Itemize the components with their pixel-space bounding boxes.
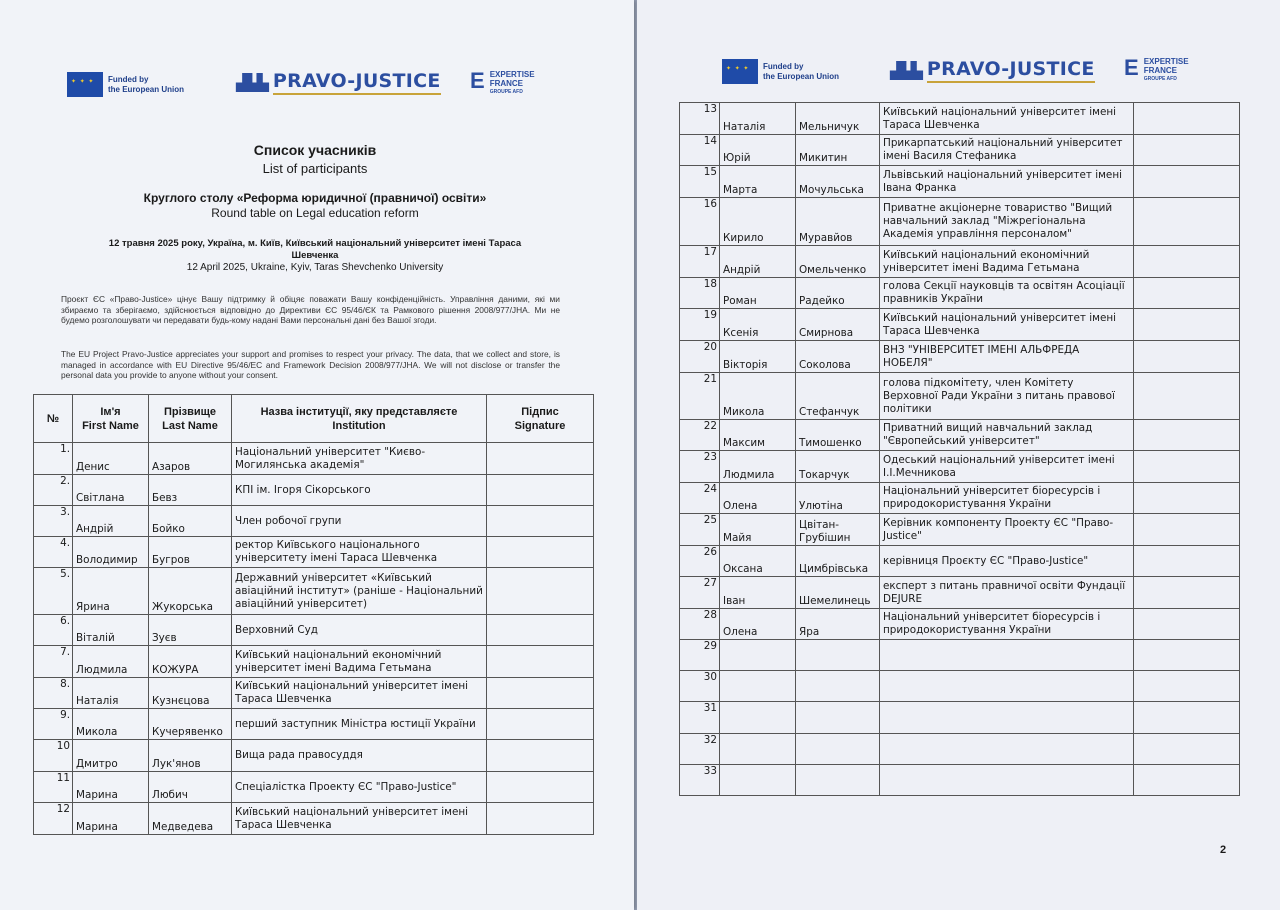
table-row <box>680 702 1240 734</box>
institution-cell: Київський національний університет імені Тараса Шевченка <box>232 803 487 835</box>
institution-cell: перший заступник Міністра юстиції України <box>232 709 487 740</box>
event-place-uk-line1: 12 травня 2025 року, Україна, м. Київ, Київський національний університет імені Тараса <box>108 238 522 249</box>
row-number: 7. <box>34 646 73 678</box>
institution-cell: керівниця Проєкту ЄС "Право-Justice" <box>880 546 1134 577</box>
table-row <box>680 278 1240 309</box>
last-name-cell: Шемелинець <box>796 577 880 609</box>
col-header-signature: Підпис Signature <box>487 395 594 443</box>
institution-cell: Національний університет біоресурсів і природокористування України <box>880 609 1134 640</box>
table-row <box>680 483 1240 514</box>
eu-logo-line1: Funded by <box>108 74 149 84</box>
event-place-en: 12 April 2025, Ukraine, Kyiv, Taras Shevchenko University <box>186 262 444 273</box>
document-page-2 <box>637 0 1280 910</box>
pravo-justice-building-icon: ▟▙▙ <box>236 74 267 92</box>
institution-cell: Приватне акціонерне товариство "Вищий навчальний заклад "Міжрегіональна Академія управління персоналом" <box>880 198 1134 246</box>
table-row <box>680 309 1240 341</box>
first-name-cell: Ксенія <box>720 309 796 341</box>
institution-cell: Член робочої групи <box>232 506 487 537</box>
signature-cell[interactable] <box>1134 640 1240 671</box>
first-name-cell: Світлана <box>73 475 149 506</box>
signature-cell[interactable] <box>487 678 594 709</box>
first-name-cell <box>720 640 796 671</box>
institution-cell: ректор Київського національного університету імені Тараса Шевченка <box>232 537 487 568</box>
first-name-cell: Вікторія <box>720 341 796 373</box>
row-number: 28 <box>680 609 720 640</box>
last-name-cell: Мочульська <box>796 166 880 198</box>
institution-cell: Керівник компоненту Проекту ЄС "Право-Justice" <box>880 514 1134 546</box>
table-row <box>34 615 594 646</box>
signature-cell[interactable] <box>1134 246 1240 278</box>
institution-cell: експерт з питань правничої освіти Фундації DEJURE <box>880 577 1134 609</box>
last-name-cell: Соколова <box>796 341 880 373</box>
signature-cell[interactable] <box>1134 198 1240 246</box>
row-number: 29 <box>680 640 720 671</box>
last-name-cell: Омельченко <box>796 246 880 278</box>
row-number: 18 <box>680 278 720 309</box>
signature-cell[interactable] <box>487 443 594 475</box>
table-row <box>680 451 1240 483</box>
last-name-cell: Бойко <box>149 506 232 537</box>
row-number: 26 <box>680 546 720 577</box>
signature-cell[interactable] <box>1134 451 1240 483</box>
eu-flag-icon <box>67 72 103 97</box>
col-header-institution: Назва інституції, яку представляєте Institution <box>232 395 487 443</box>
table-row <box>680 373 1240 420</box>
row-number: 3. <box>34 506 73 537</box>
signature-cell[interactable] <box>487 772 594 803</box>
first-name-cell: Андрій <box>720 246 796 278</box>
institution-cell: Київський національний економічний університет імені Вадима Гетьмана <box>232 646 487 678</box>
institution-cell: ВНЗ "УНІВЕРСИТЕТ ІМЕНІ АЛЬФРЕДА НОБЕЛЯ" <box>880 341 1134 373</box>
row-number: 27 <box>680 577 720 609</box>
first-name-cell: Людмила <box>720 451 796 483</box>
row-number: 23 <box>680 451 720 483</box>
table-row <box>680 420 1240 451</box>
last-name-cell: Яра <box>796 609 880 640</box>
table-row <box>680 166 1240 198</box>
signature-cell[interactable] <box>487 803 594 835</box>
institution-cell <box>880 671 1134 702</box>
last-name-cell: Мельничук <box>796 103 880 135</box>
row-number: 13 <box>680 103 720 135</box>
table-row <box>34 772 594 803</box>
signature-cell[interactable] <box>1134 671 1240 702</box>
page-number: 2 <box>1220 844 1227 856</box>
last-name-cell: Жукорська <box>149 568 232 615</box>
table-row <box>34 740 594 772</box>
signature-cell[interactable] <box>487 506 594 537</box>
row-number: 21 <box>680 373 720 420</box>
first-name-cell <box>720 765 796 796</box>
row-number: 9. <box>34 709 73 740</box>
last-name-cell: Цимбрівська <box>796 546 880 577</box>
first-name-cell: Марина <box>73 772 149 803</box>
institution-cell: Державний університет «Київський авіаційний інститут» (раніше - Національний авіаційний університет) <box>232 568 487 615</box>
row-number: 8. <box>34 678 73 709</box>
first-name-cell <box>720 671 796 702</box>
last-name-cell <box>796 671 880 702</box>
row-number: 14 <box>680 135 720 166</box>
expertise-france-logo <box>1124 57 1189 84</box>
table-row <box>680 577 1240 609</box>
eu-flag-icon <box>722 59 758 84</box>
last-name-cell: КОЖУРА <box>149 646 232 678</box>
first-name-cell: Оксана <box>720 546 796 577</box>
institution-cell: Київський національний університет імені Тараса Шевченка <box>880 309 1134 341</box>
first-name-cell: Олена <box>720 609 796 640</box>
col-header-first-name: Ім'я First Name <box>73 395 149 443</box>
first-name-cell: Наталія <box>73 678 149 709</box>
pravo-justice-logo <box>236 70 441 95</box>
row-number: 4. <box>34 537 73 568</box>
signature-cell[interactable] <box>1134 577 1240 609</box>
first-name-cell: Роман <box>720 278 796 309</box>
institution-cell <box>880 640 1134 671</box>
row-number: 20 <box>680 341 720 373</box>
institution-cell: Одеський національний університет імені І.І.Мечникова <box>880 451 1134 483</box>
first-name-cell: Людмила <box>73 646 149 678</box>
first-name-cell: Олена <box>720 483 796 514</box>
signature-cell[interactable] <box>1134 166 1240 198</box>
table-row <box>680 765 1240 796</box>
table-row <box>680 671 1240 702</box>
first-name-cell: Марта <box>720 166 796 198</box>
signature-cell[interactable] <box>1134 135 1240 166</box>
event-place-uk-line2: Шевченка <box>291 250 339 261</box>
institution-cell: Приватний вищий навчальний заклад "Європейський університет" <box>880 420 1134 451</box>
pravo-justice-building-icon: ▟▙▙ <box>890 62 921 80</box>
table-row <box>34 646 594 678</box>
row-number: 32 <box>680 734 720 765</box>
first-name-cell: Денис <box>73 443 149 475</box>
last-name-cell <box>796 702 880 734</box>
signature-cell[interactable] <box>487 475 594 506</box>
table-row <box>680 734 1240 765</box>
last-name-cell: Кучерявенко <box>149 709 232 740</box>
institution-cell: Вища рада правосуддя <box>232 740 487 772</box>
ef-line3: GROUPE AFD <box>1143 76 1177 82</box>
institution-cell: КПІ ім. Ігоря Сікорського <box>232 475 487 506</box>
first-name-cell: Майя <box>720 514 796 546</box>
expertise-france-logo <box>470 70 535 97</box>
table-row <box>680 546 1240 577</box>
privacy-notice-uk: Проєкт ЄС «Право-Justice» цінує Вашу підтримку й обіцяє поважати Вашу конфіденційність. Управління даними, які ми збираємо та зберігаємо, здійснюється відповідно до Директиви ЄС 95/46/ЄК та Рамкового рішення 2008/977/JHA. Ми не будемо розголошувати чи передавати будь-кому надані Вами персональні дані без Вашої згоди. <box>61 294 560 325</box>
signature-cell[interactable] <box>1134 609 1240 640</box>
last-name-cell <box>796 734 880 765</box>
row-number: 1. <box>34 443 73 475</box>
signature-cell[interactable] <box>1134 546 1240 577</box>
institution-cell: Київський національний університет імені Тараса Шевченка <box>232 678 487 709</box>
col-header-number: № <box>34 395 73 443</box>
row-number: 24 <box>680 483 720 514</box>
row-number: 10 <box>34 740 73 772</box>
table-row <box>34 678 594 709</box>
last-name-cell: Стефанчук <box>796 373 880 420</box>
signature-cell[interactable] <box>487 740 594 772</box>
last-name-cell: Любич <box>149 772 232 803</box>
last-name-cell: Токарчук <box>796 451 880 483</box>
last-name-cell: Азаров <box>149 443 232 475</box>
table-row <box>680 135 1240 166</box>
institution-cell: Верховний Суд <box>232 615 487 646</box>
institution-cell: Прикарпатський національний університет імені Василя Стефаника <box>880 135 1134 166</box>
signature-cell[interactable] <box>487 646 594 678</box>
table-row <box>34 803 594 835</box>
last-name-cell: Цвітан-Грубішин <box>796 514 880 546</box>
last-name-cell: Смирнова <box>796 309 880 341</box>
row-number: 15 <box>680 166 720 198</box>
signature-cell[interactable] <box>487 537 594 568</box>
ef-line1: EXPERTISE <box>1143 57 1189 66</box>
institution-cell: Львівський національний університет імені Івана Франка <box>880 166 1134 198</box>
signature-cell[interactable] <box>1134 278 1240 309</box>
participants-table-left <box>33 394 594 835</box>
row-number: 22 <box>680 420 720 451</box>
table-row <box>680 246 1240 278</box>
col-header-last-name: Прізвище Last Name <box>149 395 232 443</box>
ef-line3: GROUPE AFD <box>489 89 523 95</box>
institution-cell <box>880 765 1134 796</box>
first-name-cell: Марина <box>73 803 149 835</box>
institution-cell: Національний університет "Києво-Могилянська академія" <box>232 443 487 475</box>
first-name-cell <box>720 734 796 765</box>
first-name-cell: Максим <box>720 420 796 451</box>
signature-cell[interactable] <box>1134 514 1240 546</box>
last-name-cell: Медведева <box>149 803 232 835</box>
last-name-cell: Бевз <box>149 475 232 506</box>
ef-line2: FRANCE <box>489 79 524 88</box>
event-title-uk: Круглого столу «Реформа юридичної (правничої) освіти» <box>143 191 487 205</box>
first-name-cell: Андрій <box>73 506 149 537</box>
table-row <box>680 341 1240 373</box>
table-row <box>34 568 594 615</box>
signature-cell[interactable] <box>1134 341 1240 373</box>
row-number: 5. <box>34 568 73 615</box>
signature-cell[interactable] <box>487 615 594 646</box>
signature-cell[interactable] <box>1134 765 1240 796</box>
first-name-cell: Дмитро <box>73 740 149 772</box>
row-number: 16 <box>680 198 720 246</box>
last-name-cell: Радейко <box>796 278 880 309</box>
title-en: List of participants <box>262 161 368 176</box>
table-row <box>34 709 594 740</box>
first-name-cell: Ярина <box>73 568 149 615</box>
table-row <box>34 443 594 475</box>
row-number: 2. <box>34 475 73 506</box>
expertise-france-e-icon: E <box>1124 55 1139 80</box>
table-row <box>34 506 594 537</box>
ef-line2: FRANCE <box>1143 66 1178 75</box>
table-row <box>680 198 1240 246</box>
institution-cell: голова Секції науковців та освітян Асоціації правників України <box>880 278 1134 309</box>
eu-logo-line2: the European Union <box>763 71 839 81</box>
expertise-france-e-icon: E <box>470 68 485 93</box>
row-number: 6. <box>34 615 73 646</box>
table-row <box>680 640 1240 671</box>
row-number: 12 <box>34 803 73 835</box>
institution-cell: Київський національний університет імені Тараса Шевченка <box>880 103 1134 135</box>
row-number: 30 <box>680 671 720 702</box>
row-number: 31 <box>680 702 720 734</box>
privacy-notice-en: The EU Project Pravo-Justice appreciates your support and promises to respect your privacy. The data, that we collect and store, is managed in accordance with EU Directive 95/46/EC and Framework Decision 2008/977/JHA. We will not disclose or transfer the personal data you provide to anyone without your consent. <box>61 349 560 380</box>
pravo-justice-text: PRAVO-JUSTICE <box>927 58 1095 83</box>
row-number: 19 <box>680 309 720 341</box>
first-name-cell: Наталія <box>720 103 796 135</box>
table-row <box>680 514 1240 546</box>
first-name-cell <box>720 702 796 734</box>
event-title-en: Round table on Legal education reform <box>211 206 419 220</box>
eu-logo-line1: Funded by <box>763 61 804 71</box>
eu-logo <box>722 59 839 84</box>
document-page-1 <box>0 0 634 910</box>
first-name-cell: Кирило <box>720 198 796 246</box>
signature-cell[interactable] <box>1134 309 1240 341</box>
signature-cell[interactable] <box>1134 373 1240 420</box>
first-name-cell: Володимир <box>73 537 149 568</box>
ef-line1: EXPERTISE <box>489 70 535 79</box>
row-number: 33 <box>680 765 720 796</box>
signature-cell[interactable] <box>1134 103 1240 135</box>
eu-logo <box>67 72 184 97</box>
last-name-cell: Лук'янов <box>149 740 232 772</box>
signature-cell[interactable] <box>1134 734 1240 765</box>
pravo-justice-text: PRAVO-JUSTICE <box>273 70 441 95</box>
last-name-cell: Улютіна <box>796 483 880 514</box>
institution-cell: голова підкомітету, член Комітету Верховної Ради України з питань правової політики <box>880 373 1134 420</box>
participants-table-right <box>679 102 1240 796</box>
institution-cell: Національний університет біоресурсів і природокористування України <box>880 483 1134 514</box>
first-name-cell: Микола <box>720 373 796 420</box>
last-name-cell <box>796 640 880 671</box>
last-name-cell: Муравйов <box>796 198 880 246</box>
signature-cell[interactable] <box>487 568 594 615</box>
last-name-cell: Кузнєцова <box>149 678 232 709</box>
table-row <box>680 609 1240 640</box>
institution-cell: Київський національний економічний університет імені Вадима Гетьмана <box>880 246 1134 278</box>
first-name-cell: Віталій <box>73 615 149 646</box>
row-number: 25 <box>680 514 720 546</box>
eu-logo-line2: the European Union <box>108 84 184 94</box>
last-name-cell <box>796 765 880 796</box>
signature-cell[interactable] <box>1134 420 1240 451</box>
institution-cell <box>880 734 1134 765</box>
table-row <box>34 475 594 506</box>
title-uk: Список учасників <box>253 142 377 158</box>
row-number: 17 <box>680 246 720 278</box>
table-row <box>34 537 594 568</box>
signature-cell[interactable] <box>1134 702 1240 734</box>
first-name-cell: Микола <box>73 709 149 740</box>
last-name-cell: Зуєв <box>149 615 232 646</box>
institution-cell <box>880 702 1134 734</box>
last-name-cell: Микитин <box>796 135 880 166</box>
last-name-cell: Тимошенко <box>796 420 880 451</box>
signature-cell[interactable] <box>1134 483 1240 514</box>
first-name-cell: Юрій <box>720 135 796 166</box>
last-name-cell: Бугров <box>149 537 232 568</box>
first-name-cell: Іван <box>720 577 796 609</box>
institution-cell: Спеціалістка Проекту ЄС "Право-Justice" <box>232 772 487 803</box>
signature-cell[interactable] <box>487 709 594 740</box>
table-row <box>680 103 1240 135</box>
pravo-justice-logo <box>890 58 1095 83</box>
row-number: 11 <box>34 772 73 803</box>
